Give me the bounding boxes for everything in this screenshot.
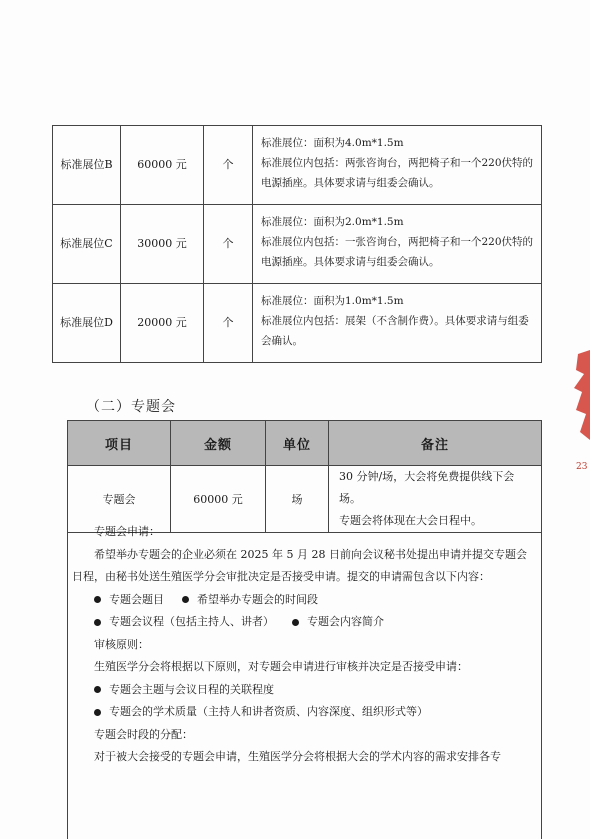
- header-item: 项目: [68, 421, 171, 466]
- booth-price: 60000 元: [121, 126, 204, 205]
- review-text: 生殖医学分会将根据以下原则，对专题会申请进行审核并决定是否接受申请：: [94, 660, 468, 673]
- table-row: [53, 126, 542, 205]
- note-line: 标准展位：面积为1.0m*1.5m: [261, 295, 404, 308]
- note-line: 标准展位内包括：两张咨询台，两把椅子和一个220伏特的电源插座。具体要求请与组委会确认。: [261, 157, 534, 189]
- booth-unit: 个: [204, 205, 253, 284]
- slot-heading: 专题会时段的分配：: [94, 727, 193, 741]
- bullet-icon: [94, 709, 101, 716]
- section-title: （二）专题会: [86, 399, 176, 415]
- bullet-row: [72, 679, 537, 702]
- note-line: 标准展位：面积为2.0m*1.5m: [261, 216, 404, 229]
- review-heading: 审核原则：: [94, 637, 149, 651]
- table-row: [53, 205, 542, 284]
- stamp-fragment: 23: [576, 462, 588, 472]
- bullet-row: [72, 611, 537, 634]
- booth-table: [52, 125, 542, 363]
- slot-text: 对于被大会接受的专题会申请，生殖医学分会将根据大会的学术内容的需求安排各专: [94, 750, 501, 763]
- bullet-icon: [94, 619, 101, 626]
- list-item: 专题会主题与会议日程的关联程度: [109, 682, 274, 696]
- topic-header-row: [68, 421, 542, 466]
- note-line: 标准展位：面积为4.0m*1.5m: [261, 137, 404, 150]
- apply-text: 希望举办专题会的企业必须在 2025 年 5 月 28 日前向会议秘书处提出申请并提交专题会日程，由秘书处送生殖医学分会审批决定是否接受申请。提交的申请需包含以下内容：: [72, 547, 527, 583]
- bullet-icon: [94, 686, 101, 693]
- header-amount: 金额: [171, 421, 266, 466]
- table-row: [53, 284, 542, 363]
- booth-price: 20000 元: [121, 284, 204, 363]
- list-item: 希望举办专题会的时间段: [197, 592, 318, 606]
- bullet-row: [72, 701, 537, 724]
- booth-unit: 个: [204, 126, 253, 205]
- topic-details: [67, 519, 542, 839]
- note-line: 专题会将体现在大会日程中。: [339, 514, 482, 527]
- cell-unit: 场: [266, 466, 329, 533]
- booth-name: 标准展位D: [53, 284, 121, 363]
- bullet-icon: [94, 596, 101, 603]
- list-item: 专题会题目: [109, 592, 164, 606]
- booth-note: [253, 205, 542, 284]
- note-line: 标准展位内包括：一张咨询台，两把椅子和一个220伏特的电源插座。具体要求请与组委会确认。: [261, 236, 534, 268]
- list-item: 专题会的学术质量（主持人和讲者资质、内容深度、组织形式等）: [109, 705, 428, 718]
- booth-name: 标准展位C: [53, 205, 121, 284]
- booth-name: 标准展位B: [53, 126, 121, 205]
- seal-stamp-icon: [572, 340, 590, 450]
- bullet-icon: [292, 619, 299, 626]
- note-line: 标准展位内包括：展架（不含制作费）。具体要求请与组委会确认。: [261, 315, 529, 347]
- header-unit: 单位: [266, 421, 329, 466]
- booth-note: [253, 126, 542, 205]
- bullet-row: [72, 589, 537, 612]
- booth-price: 30000 元: [121, 205, 204, 284]
- note-line: 30 分钟/场，大会将免费提供线下会场。: [339, 470, 515, 505]
- header-note: 备注: [329, 421, 542, 466]
- cell-item: 专题会: [68, 466, 171, 533]
- list-item: 专题会内容简介: [307, 615, 384, 628]
- topic-table: [67, 420, 542, 533]
- booth-unit: 个: [204, 284, 253, 363]
- cell-amount: 60000 元: [171, 466, 266, 533]
- booth-note: [253, 284, 542, 363]
- list-item: 专题会议程（包括主持人、讲者）: [109, 615, 274, 628]
- bullet-icon: [182, 596, 189, 603]
- apply-heading: 专题会申请：: [94, 525, 160, 538]
